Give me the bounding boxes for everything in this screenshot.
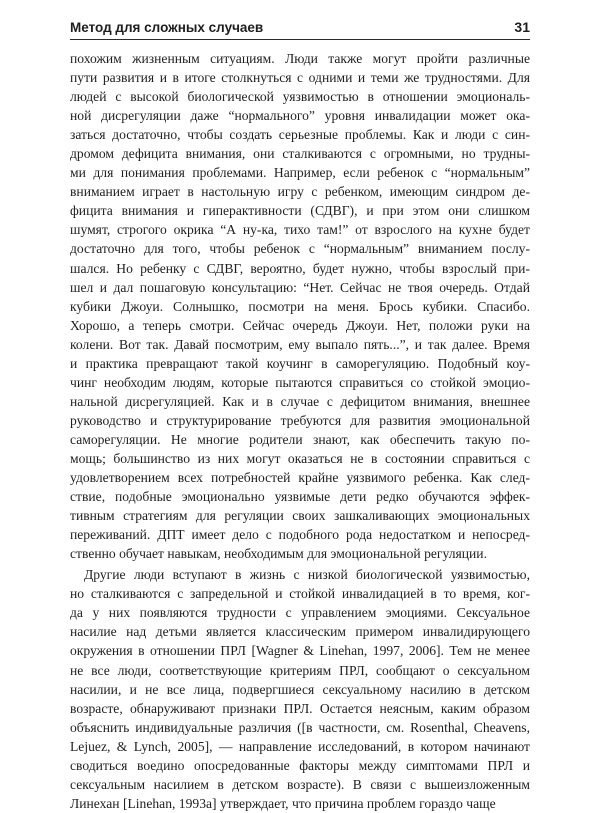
paragraph-2 — [70, 565, 530, 813]
text-line: Lejuez, & Lynch, 2005], — направление исследований, в котором начинают — [70, 738, 530, 754]
text-line: окружения в отношении ПРЛ [Wagner & Linehan, 1997, 2006]. Тем не менее — [70, 643, 530, 659]
text-line: тивным стратегиям для регуляции своих зашкаливающих эмоциональных — [70, 508, 530, 524]
text-line: возрасте, обнаруживают признаки ПРЛ. Остается неясным, каким образом — [70, 700, 530, 716]
text-line: объяснить индивидуальные различия ([в частности, см. Rosenthal, Cheavens, — [70, 719, 530, 735]
text-line: насилии, и не все лица, подвергшиеся сексуальному насилию в детском — [70, 681, 530, 697]
text-line: ственно обучает навыкам, необходимым для эмоциональной регуляции. — [70, 546, 487, 562]
text-line: фицита внимания и гиперактивности (СДВГ), и при этом они слишком — [70, 203, 530, 219]
body-text — [70, 49, 530, 813]
text-line: Другие люди вступают в жизнь с низкой биологической уязвимостью, — [84, 567, 530, 583]
text-line: заться достаточно, чтобы создать серьезные проблемы. Как и люди с син- — [70, 127, 530, 143]
text-line: кубики Джоуи. Солнышко, посмотри на меня. Брось кубики. Спасибо. — [70, 298, 530, 314]
text-line: чинг необходим людям, которые пытаются справиться со стойкой эмоцио- — [70, 374, 530, 390]
chapter-title: Метод для сложных случаев — [70, 20, 264, 35]
text-line: ствие, подобные эмоционально уязвимые дети редко обучаются эффек- — [70, 489, 530, 505]
text-line: шался. Но ребенку с СДВГ, вероятно, будет нужно, чтобы взрослый при- — [70, 260, 530, 276]
text-line: мощь; большинство из них могут оказаться не в состоянии справиться с — [70, 450, 530, 466]
text-line: шумят, строгого окрика “А ну-ка, тихо там!” от взрослого на кухне будет — [70, 222, 530, 238]
text-line: переживаний. ДПТ имеет дело с подобного рода недостатком и непосред- — [70, 527, 530, 543]
paragraph-1 — [70, 49, 530, 563]
page-number: 31 — [514, 19, 530, 35]
text-line: людей с высокой биологической уязвимостью в отношении эмоциональ- — [70, 89, 530, 105]
text-line: нальной дисрегуляцией. Как и в случае с дефицитом внимания, внешнее — [70, 393, 530, 409]
text-line: насилие над детьми является классическим примером инвалидирующего — [70, 624, 530, 640]
text-line: ной дисрегуляции даже “нормального” уровня инвалидации может ока- — [70, 108, 530, 124]
text-line: шел и дал пошаговую консультацию: “Нет. Сейчас не твоя очередь. Отдай — [70, 279, 530, 295]
text-line: но сталкиваются с запредельной и стойкой инвалидацией в то время, ког- — [70, 586, 530, 602]
text-line: и практика превращают такой коучинг в саморегуляцию. Подобный коу- — [70, 355, 530, 371]
text-line: Хорошо, а теперь смотри. Сейчас очередь Джоуи. Нет, положи руки на — [70, 317, 530, 333]
text-line: да у них появляются трудности с управлением эмоциями. Сексуальное — [70, 605, 530, 621]
text-line: ми для понимания проблемами. Например, если ребенок с “нормальным” — [70, 165, 530, 181]
text-line: дромом дефицита внимания, они сталкиваются с огромными, но трудны- — [70, 146, 530, 162]
text-line: вниманием играет в настольную игру с ребенком, имеющим синдром де- — [70, 184, 530, 200]
text-line: колени. Вот так. Давай посмотрим, ему выпало пять...”, и так далее. Время — [70, 336, 530, 352]
text-line: пути развития и в итоге столкнуться с одними и теми же трудностями. Для — [70, 70, 530, 86]
text-line: похожим жизненным ситуациям. Люди также могут пройти различные — [70, 51, 530, 66]
running-header — [70, 17, 530, 40]
text-line: не все люди, соответствующие критериям ПРЛ, сообщают о сексуальном — [70, 662, 530, 678]
text-line: руководство и структурирование требуются для развития эмоциональной — [70, 412, 530, 428]
text-line: сводиться воедино опосредованные факторы между симптомами ПРЛ и — [70, 757, 530, 773]
text-line: удовлетворением всех потребностей крайне уязвимого ребенка. Как след- — [70, 470, 530, 486]
text-line: саморегуляции. Не многие родители знают, как обеспечить такую по- — [70, 431, 530, 447]
text-line: достаточно для того, чтобы ребенок с “нормальным” вниманием послу- — [70, 241, 530, 257]
text-line: сексуальным насилием в детском возрасте). В связи с вышеизложенным — [70, 776, 530, 792]
text-line: Линехан [Linehan, 1993a] утверждает, что причина проблем гораздо чаще — [70, 795, 496, 811]
